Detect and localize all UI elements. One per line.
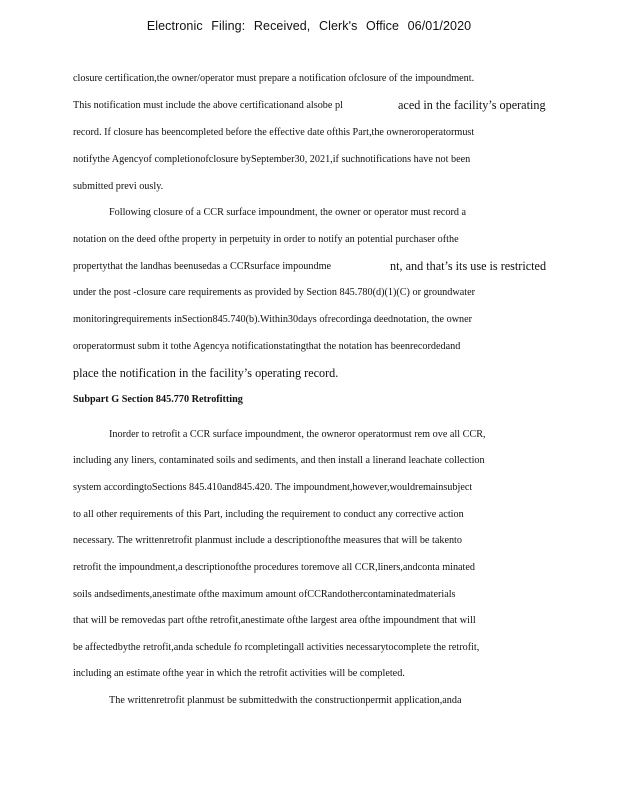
text-line: Following closure of a CCR surface impoundment, the owner or operator must record a [109, 207, 467, 218]
text-line: including an estimate ofthe year in which the retrofit activities will be completed. [73, 668, 405, 679]
text-line: be affectedbythe retrofit,anda schedule fo rcompletingall activities necessarytocomplete the retrofit, [73, 642, 480, 653]
text-line: including any liners, contaminated soils and sediments, and then install a linerand leachate collection [73, 455, 485, 466]
text-line: notation on the deed ofthe property in perpetuity in order to notify an potential purchaser ofthe [73, 234, 459, 245]
text-line: nt, and that’s its use is restricted [390, 259, 547, 273]
text-line: soils andsediments,anestimate ofthe maximum amount ofCCRandothercontaminatedmaterials [73, 589, 456, 600]
text-line: aced in the facility’s operating [398, 98, 546, 112]
text-line: record. If closure has beencompleted before the effective date ofthis Part,the owneroroperatormust [73, 127, 475, 138]
text-line: to all other requirements of this Part, including the requirement to conduct any corrective action [73, 509, 464, 520]
text-line: retrofit the impoundment,a descriptionofthe procedures toremove all CCR,liners,andconta minated [73, 562, 476, 573]
text-line: submitted previ ously. [73, 181, 164, 192]
text-line: that will be removedas part ofthe retrofit,anestimate ofthe largest area ofthe impoundment that will [73, 615, 476, 626]
text-line: under the post -closure care requirements as provided by Section 845.780(d)(1)(C) or groundwater [73, 287, 475, 298]
text-line: notifythe Agencyof completionofclosure bySeptember30, 2021,if suchnotifications have not been [73, 154, 471, 165]
text-line: system accordingtoSections 845.410and845.420. The impoundment,however,wouldremainsubject [73, 482, 473, 493]
filing-stamp-header: Electronic Filing: Received, Clerk's Office 06/01/2020 [146, 19, 472, 33]
text-line: propertythat the landhas beenusedas a CCRsurface impoundme [73, 261, 332, 272]
text-line: necessary. The writtenretrofit planmust include a descriptionofthe measures that will be takento [73, 535, 462, 546]
text-line: Inorder to retrofit a CCR surface impoundment, the owneror operatormust rem ove all CCR, [109, 429, 486, 440]
text-line: closure certification,the owner/operator must prepare a notification ofclosure of the impoundment. [73, 73, 475, 84]
text-line: monitoringrequirements inSection845.740(b).Within30days ofrecordinga deednotation, the owner [73, 314, 473, 325]
text-line: place the notification in the facility’s operating record. [73, 366, 339, 380]
text-line: This notification must include the above certificationand alsobe pl [73, 100, 343, 111]
text-line: oroperatormust subm it tothe Agencya notificationstatingthat the notation has beenrecordedand [73, 341, 461, 352]
section-heading: Subpart G Section 845.770 Retrofitting [73, 394, 243, 405]
text-line: The writtenretrofit planmust be submittedwith the constructionpermit application,anda [109, 695, 462, 706]
